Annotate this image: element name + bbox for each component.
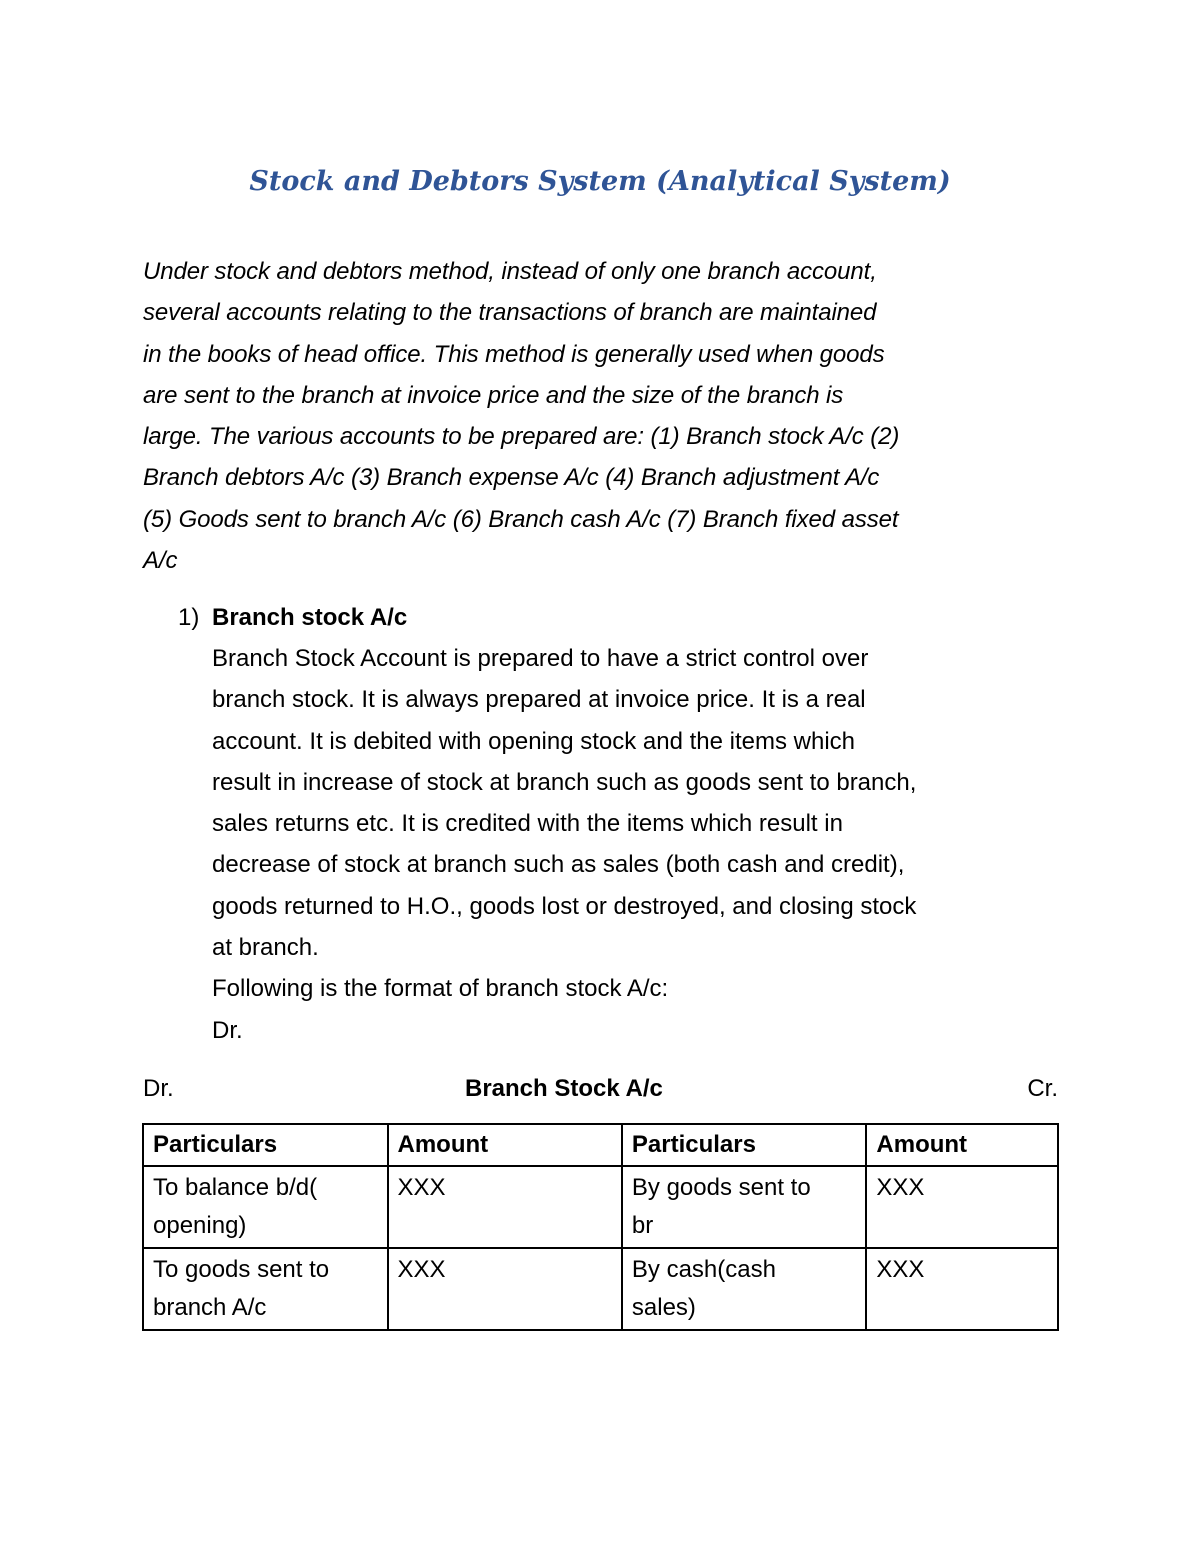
body-line: Branch Stock Account is prepared to have a strict control over [212, 645, 869, 672]
dr-amount-cell: XXX [388, 1166, 622, 1248]
dr-amount-cell: XXX [388, 1248, 622, 1330]
body-line: at branch. [212, 934, 319, 962]
cell-line: br [631, 1212, 654, 1239]
cr-particular-cell [622, 1248, 867, 1330]
body-line: account. It is debited with opening stock and the items which [212, 727, 856, 755]
credit-label: Cr. [1027, 1075, 1058, 1102]
intro-line: (5) Goods sent to branch A/c (6) Branch cash A/c (7) Branch fixed asset [143, 505, 899, 533]
cell-line: By goods sent to [631, 1174, 811, 1201]
body-line: sales returns etc. It is credited with the items which result in [212, 810, 843, 838]
dr-particular-cell [143, 1166, 388, 1248]
cell-line: To balance b/d( [153, 1174, 318, 1201]
section-branch-stock [178, 597, 1078, 1051]
cr-particular-cell [622, 1166, 867, 1248]
body-line: result in increase of stock at branch such as goods sent to branch, [212, 768, 917, 796]
cell-line: sales) [631, 1294, 696, 1321]
header-cr-particulars: Particulars [622, 1124, 867, 1166]
header-cr-amount: Amount [866, 1124, 1058, 1166]
section-heading-text: Branch stock A/c [212, 604, 408, 631]
intro-line: several accounts relating to the transactions of branch are maintained [143, 299, 877, 327]
table-row [143, 1248, 1058, 1330]
cell-line: branch A/c [153, 1294, 267, 1321]
account-name: Branch Stock A/c [465, 1075, 663, 1102]
body-line: decrease of stock at branch such as sales (both cash and credit), [212, 851, 905, 879]
intro-line: in the books of head office. This method is generally used when goods [143, 340, 885, 368]
body-line: goods returned to H.O., goods lost or destroyed, and closing stock [212, 892, 917, 920]
dr-particular-cell [143, 1248, 388, 1330]
dr-line: Dr. [212, 1016, 243, 1044]
cr-amount-cell: XXX [866, 1166, 1058, 1248]
cell-line: By cash(cash [631, 1256, 776, 1283]
section-number: 1) [178, 604, 200, 631]
cell-line: opening) [153, 1212, 247, 1239]
body-line: branch stock. It is always prepared at invoice price. It is a real [212, 686, 866, 714]
header-dr-amount: Amount [388, 1124, 622, 1166]
intro-line: Branch debtors A/c (3) Branch expense A/c (4) Branch adjustment A/c [143, 464, 880, 492]
intro-line: A/c [143, 547, 178, 575]
section-heading [178, 597, 1078, 638]
cell-line: To goods sent to [153, 1256, 330, 1283]
section-body [212, 638, 1062, 1051]
intro-line: are sent to the branch at invoice price and the size of the branch is [143, 381, 844, 409]
intro-line: Under stock and debtors method, instead of only one branch account, [143, 258, 877, 285]
branch-stock-table [142, 1123, 1059, 1331]
account-header [143, 1068, 1058, 1109]
debit-label: Dr. [143, 1075, 174, 1102]
intro-line: large. The various accounts to be prepared are: (1) Branch stock A/c (2) [143, 423, 900, 451]
intro-paragraph [143, 251, 1063, 581]
cr-amount-cell: XXX [866, 1248, 1058, 1330]
table-header-row [143, 1124, 1058, 1166]
document-title: Stock and Debtors System (Analytical System) [249, 166, 951, 197]
header-dr-particulars: Particulars [143, 1124, 388, 1166]
format-line: Following is the format of branch stock A/c: [212, 975, 669, 1003]
table-row [143, 1166, 1058, 1248]
